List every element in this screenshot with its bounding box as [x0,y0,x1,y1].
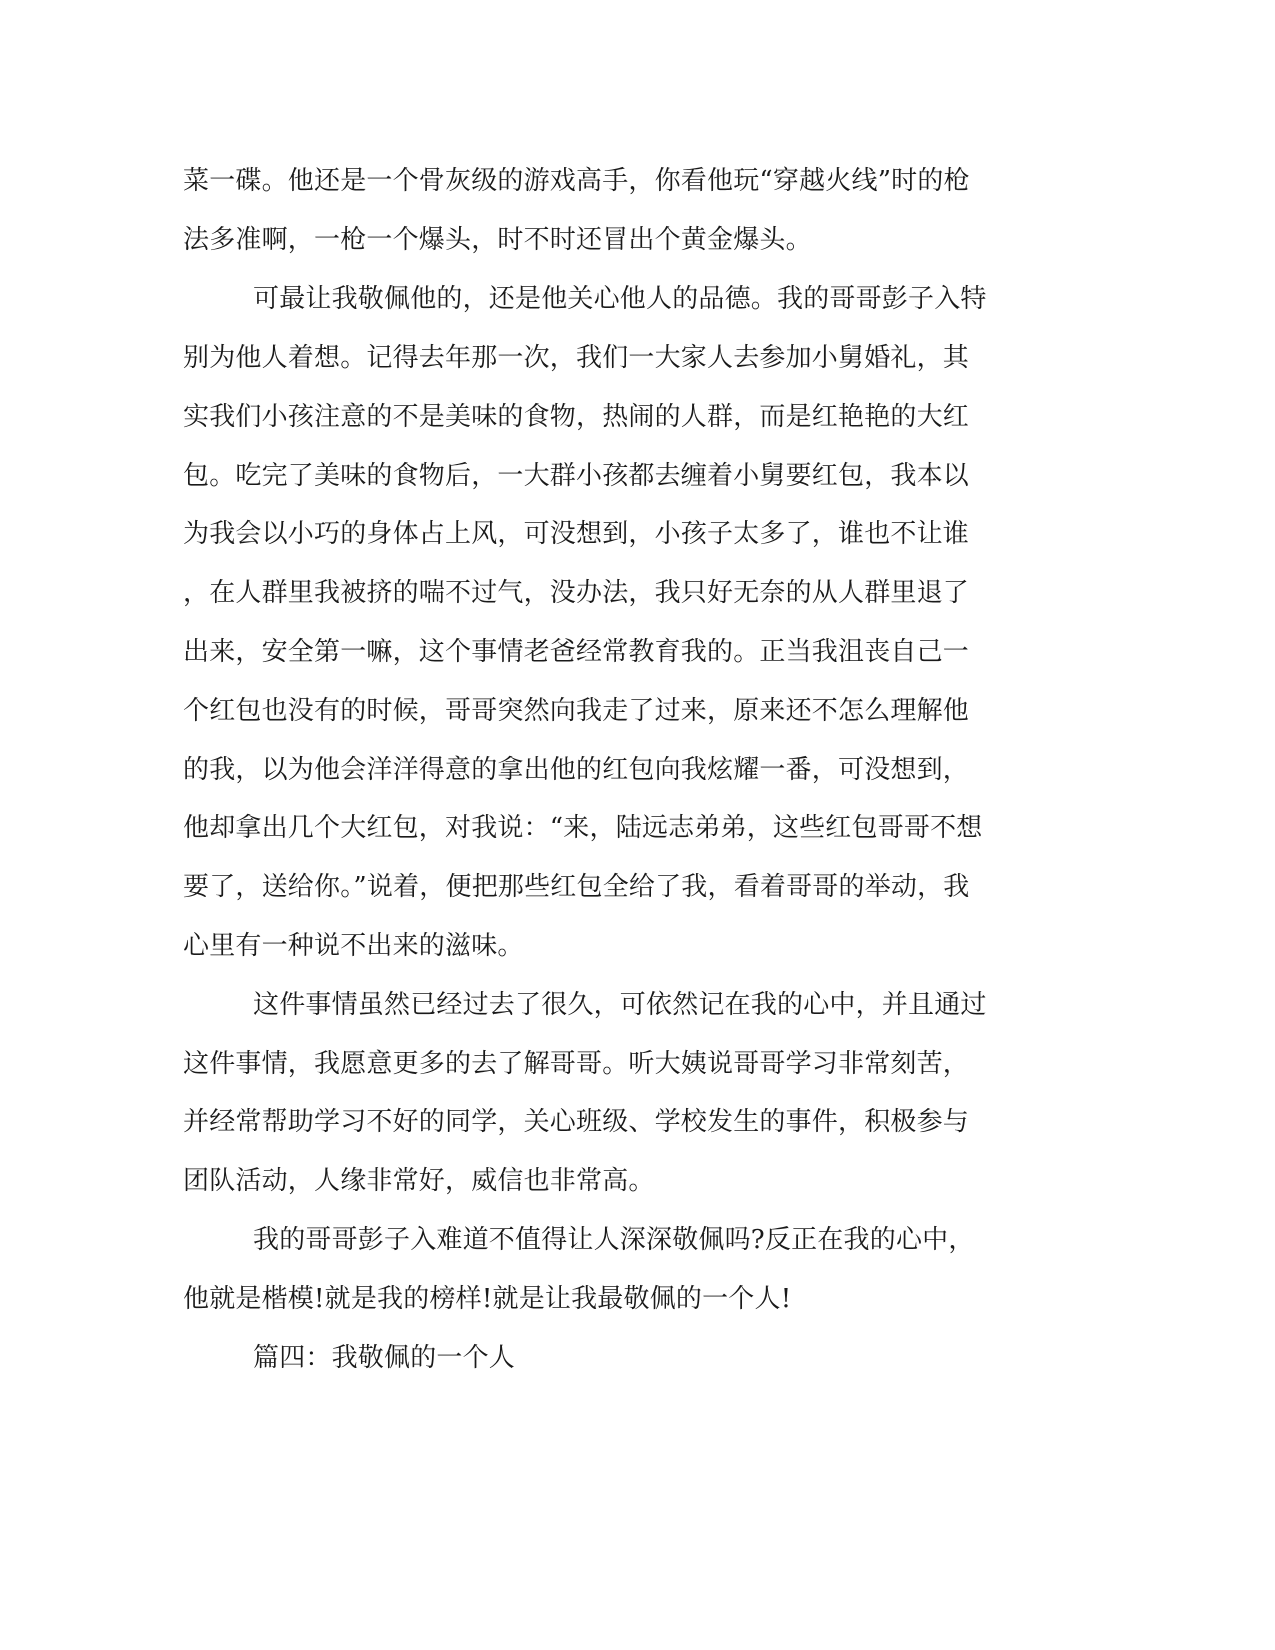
text-line-13: 要了，送给你。”说着，便把那些红包全给了我，看着哥哥的举动，我 [183,872,970,902]
text-line-8: ，在人群里我被挤的喘不过气，没办法，我只好无奈的从人群里退了 [183,578,970,608]
text-line-10: 个红包也没有的时候，哥哥突然向我走了过来，原来还不怎么理解他 [183,696,970,726]
paragraph-start-line: 可最让我敬佩他的，还是他关心他人的品德。我的哥哥彭子入特 [253,284,987,314]
text-line-6: 包。吃完了美味的食物后，一大群小孩都去缠着小舅要红包，我本以 [183,461,970,491]
paragraph-start-line: 这件事情虽然已经过去了很久，可依然记在我的心中，并且通过 [253,990,987,1020]
text-line-9: 出来，安全第一嘛，这个事情老爸经常教育我的。正当我沮丧自己一 [183,637,970,667]
text-line-4: 别为他人着想。记得去年那一次，我们一大家人去参加小舅婚礼，其 [183,343,970,373]
text-line-1: 菜一碟。他还是一个骨灰级的游戏高手，你看他玩“穿越火线”时的枪 [183,166,970,196]
text-line-18: 团队活动，人缘非常好，威信也非常高。 [183,1166,655,1196]
text-line-11: 的我，以为他会洋洋得意的拿出他的红包向我炫耀一番，可没想到， [183,755,970,785]
text-line-14: 心里有一种说不出来的滋味。 [183,931,524,961]
text-line-5: 实我们小孩注意的不是美味的食物，热闹的人群，而是红艳艳的大红 [183,402,970,432]
text-line-2: 法多准啊，一枪一个爆头，时不时还冒出个黄金爆头。 [183,225,812,255]
text-line-16: 这件事情，我愿意更多的去了解哥哥。听大姨说哥哥学习非常刻苦， [183,1049,970,1079]
text-line-12: 他却拿出几个大红包，对我说：“来，陆远志弟弟，这些红包哥哥不想 [183,813,983,843]
section-heading: 篇四：我敬佩的一个人 [253,1343,516,1373]
text-line-7: 为我会以小巧的身体占上风，可没想到，小孩子太多了，谁也不让谁 [183,519,970,549]
paragraph-start-line: 我的哥哥彭子入难道不值得让人深深敬佩吗?反正在我的心中， [253,1225,975,1255]
text-line-20: 他就是楷模!就是我的榜样!就是让我最敬佩的一个人! [183,1284,792,1314]
text-line-17: 并经常帮助学习不好的同学，关心班级、学校发生的事件，积极参与 [183,1107,970,1137]
